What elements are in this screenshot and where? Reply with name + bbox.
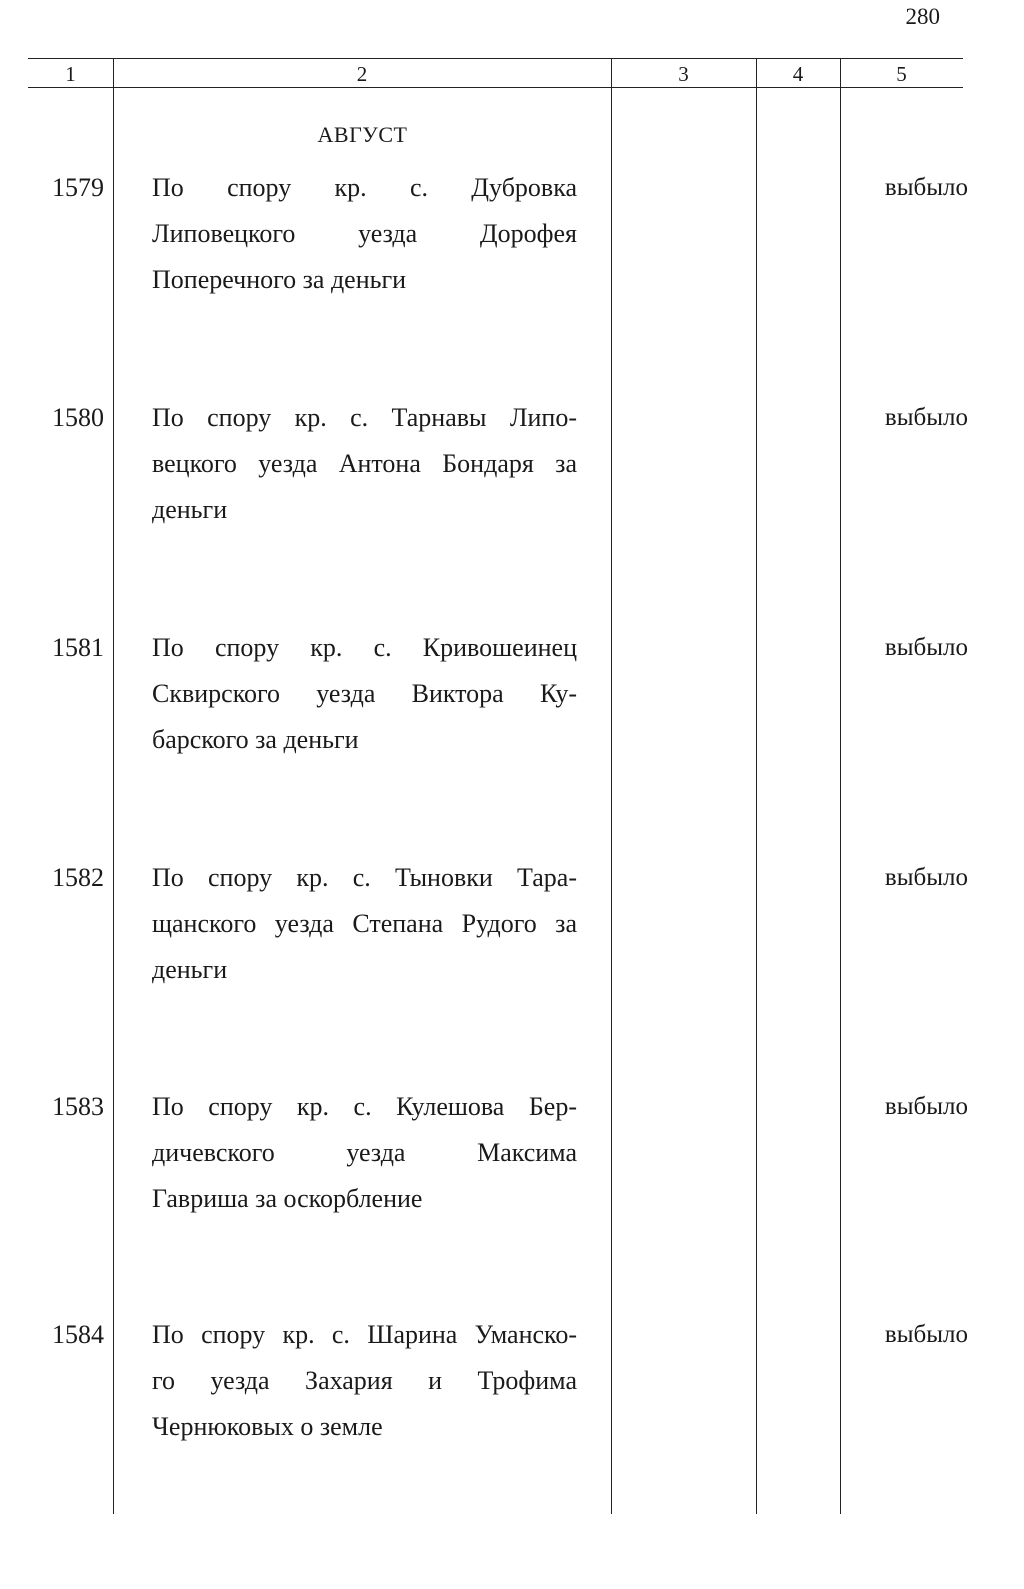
row-status: выбыло: [884, 174, 968, 201]
row-description: [152, 1084, 577, 1222]
row-description: [152, 625, 577, 763]
description-line: Липовецкого уезда Дорофея: [152, 219, 577, 248]
row-number: 1579: [52, 173, 104, 202]
table-top-rule: [28, 58, 963, 59]
row-status: выбыло: [884, 864, 968, 891]
table-header-rule: [28, 87, 963, 88]
row-status: выбыло: [884, 1093, 968, 1120]
table-row: [0, 173, 1024, 403]
description-line: барского за деньги: [152, 725, 359, 754]
row-number: 1583: [52, 1092, 104, 1121]
row-status: выбыло: [884, 634, 968, 661]
description-line: По спору кр. с. Кривошеинец: [152, 633, 577, 662]
row-status: выбыло: [884, 404, 968, 431]
description-line: деньги: [152, 955, 228, 984]
description-line: Гавриша за оскорбление: [152, 1184, 423, 1213]
description-line: По спору кр. с. Тыновки Тара-: [152, 863, 577, 892]
description-line: Поперечного за деньги: [152, 265, 407, 294]
description-line: Сквирского уезда Виктора Ку-: [152, 679, 577, 708]
table-row: [0, 403, 1024, 633]
description-line: По спору кр. с. Кулешова Бер-: [152, 1092, 577, 1121]
page-number: 280: [905, 4, 940, 29]
description-line: щанского уезда Степана Рудого за: [152, 909, 577, 938]
row-description: [152, 1312, 577, 1450]
column-header-5: 5: [896, 62, 907, 86]
description-line: Чернюковых о земле: [152, 1412, 383, 1441]
table-row: [0, 1092, 1024, 1322]
row-number: 1584: [52, 1320, 104, 1349]
column-header-4: 4: [792, 62, 804, 86]
row-number: 1582: [52, 863, 104, 892]
table-row: [0, 863, 1024, 1093]
column-header-3: 3: [678, 62, 689, 86]
description-line: По спору кр. с. Дубровка: [152, 173, 577, 202]
description-line: По спору кр. с. Шарина Уманско-: [152, 1320, 577, 1349]
row-description: [152, 855, 577, 993]
description-line: вецкого уезда Антона Бондаря за: [152, 449, 577, 478]
description-line: деньги: [152, 495, 228, 524]
row-number: 1581: [52, 633, 104, 662]
column-header-2: 2: [356, 62, 368, 86]
row-description: [152, 395, 577, 533]
row-number: 1580: [52, 403, 104, 432]
row-description: [152, 165, 577, 303]
row-status: выбыло: [884, 1321, 968, 1348]
table-row: [0, 1320, 1024, 1550]
description-line: го уезда Захария и Трофима: [152, 1366, 577, 1395]
description-line: дичевского уезда Максима: [152, 1138, 577, 1167]
table-row: [0, 633, 1024, 863]
description-line: По спору кр. с. Тарнавы Липо-: [152, 403, 577, 432]
column-header-1: 1: [65, 62, 76, 86]
month-heading: АВГУСТ: [317, 122, 408, 147]
